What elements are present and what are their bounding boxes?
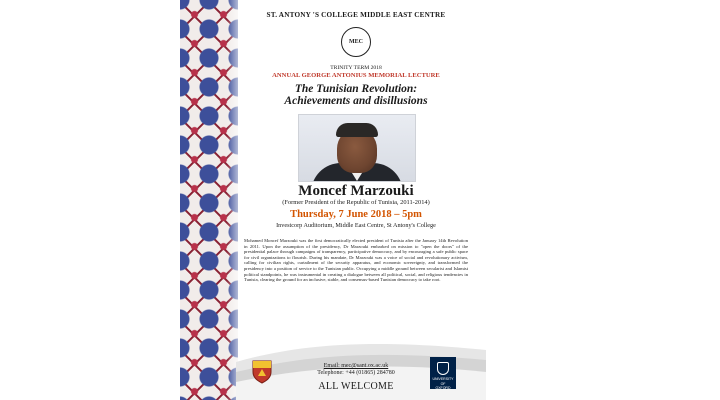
middle-east-centre-logo: MEC: [341, 27, 371, 57]
event-datetime: Thursday, 7 June 2018 – 5pm: [290, 209, 422, 220]
oxford-university-logo: UNIVERSITY OF OXFORD: [430, 357, 456, 389]
contact-telephone: Telephone: +44 (01865) 284780: [317, 370, 395, 376]
all-welcome-text: ALL WELCOME: [318, 381, 394, 392]
event-venue: Investcorp Auditorium, Middle East Centre, St Antony's College: [276, 222, 436, 229]
decorative-tile-border: [180, 0, 238, 400]
lecture-title-line2: Achievements and disillusions: [284, 95, 428, 107]
speaker-role: (Former President of the Republic of Tunisia, 2011-2014): [282, 199, 430, 206]
lecture-name: ANNUAL GEORGE ANTONIUS MEMORIAL LECTURE: [272, 72, 440, 79]
speaker-photo: [298, 114, 416, 182]
term-label: TRINITY TERM 2018: [330, 65, 382, 71]
lecture-title: [242, 83, 470, 107]
lecture-title-line1: The Tunisian Revolution:: [294, 83, 418, 95]
oxford-crest-icon: [437, 362, 449, 375]
contact-email-link[interactable]: Email: mec@sant.ox.ac.uk: [323, 363, 389, 369]
speaker-name: Moncef Marzouki: [298, 183, 414, 199]
speaker-biography: Mohamed Moncef Marzouki was the first democratically elected president of Tunisia after the January 14th Revolution in 2011. Upon the assumption of the presidency, Dr Marzouki embarked on mission to "open the doors" of the presidential palace through campaigns of transparency, participative democracy, and by encouraging a safe public space for civil organizations to flourish. During his mandate, Dr Marzouki was a voice of social and revolutionary activism, calling for civilian rights, curtailment of the security apparatus, and economic sovereignty, and transformed the presidency into a position of service to the Tunisian public. Occupying a middle ground between secularist and Islamist political standpoints, he was instrumental in creating a dialogue between all political, social, and religious tendencies in Tunisia, clearing the ground for an inclusive, stable, and consensus-based Tunisian democracy to take root.: [244, 238, 468, 283]
st-antonys-shield-icon: [252, 360, 272, 384]
event-poster: [242, 0, 470, 400]
college-name: ST. ANTONY 'S COLLEGE MIDDLE EAST CENTRE: [266, 11, 446, 19]
